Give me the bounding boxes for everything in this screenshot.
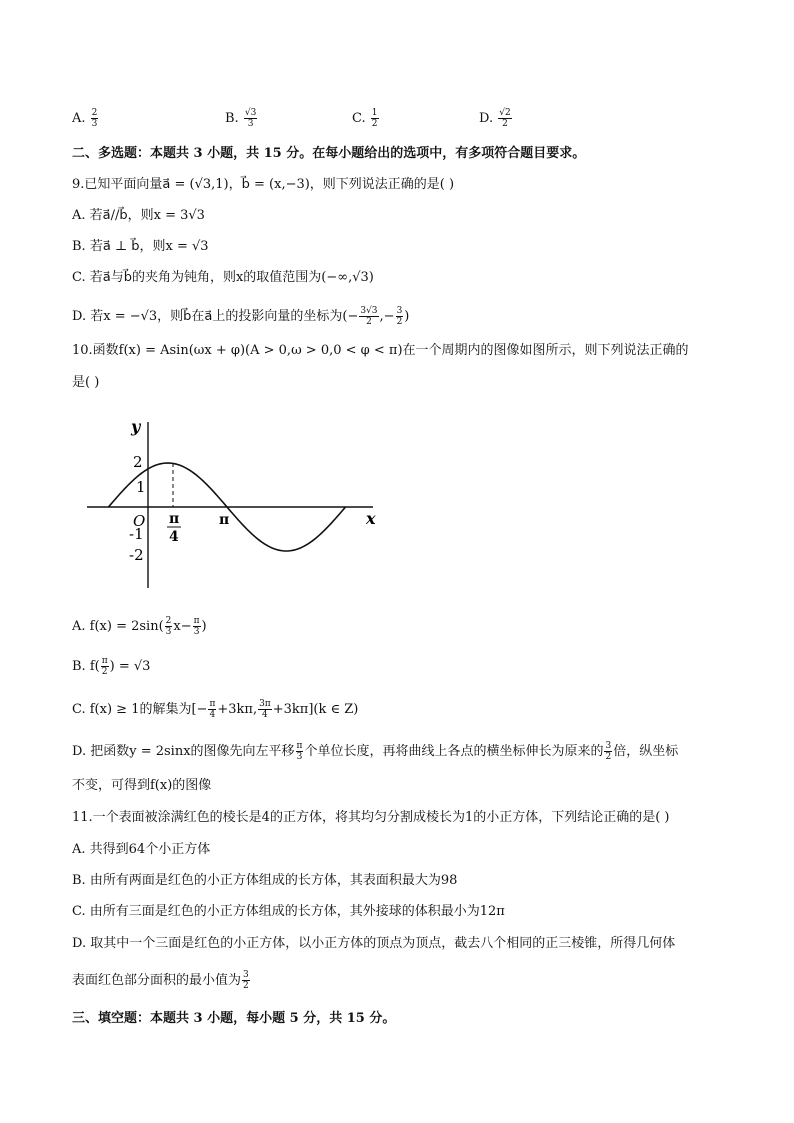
q11-option-c: C. 由所有三面是红色的小正方体组成的长方体，其外接球的体积最小为12π xyxy=(72,904,505,919)
y-tick-m1: -1 xyxy=(129,525,144,543)
q8-option-a: A. $\frac{2}{3}$ xyxy=(72,108,98,129)
q9-option-c: C. 若a⃗与b⃗的夹角为钝角，则x的取值范围为(−∞,√3) xyxy=(72,270,374,285)
q10-sine-graph xyxy=(85,410,390,595)
q11-option-a: A. 共得到64个小正方体 xyxy=(72,842,211,857)
q8-option-b-fraction: $\frac{√3}{3}$ xyxy=(244,108,257,129)
q10-stem-line2: 是( ) xyxy=(72,375,100,390)
q10-stem-line1: 10.函数f(x) = Asin(ωx + φ)(A > 0,ω > 0,0 < φ < π)在一个周期内的图像如图所示，则下列说法正确的 xyxy=(72,343,689,358)
q11-option-d-line1: D. 取其中一个三面是红色的小正方体，以小正方体的顶点为顶点，截去八个相同的正三棱锥，所得几何体 xyxy=(72,936,676,951)
x-axis-label: x xyxy=(366,509,376,528)
y-tick-m2: -2 xyxy=(129,546,144,564)
q8-option-d-fraction: $\frac{√2}{2}$ xyxy=(499,108,511,129)
q8-option-a-fraction: $\frac{2}{3}$ xyxy=(91,108,98,129)
x-tick-pi-over-4-num: π xyxy=(169,511,180,527)
q10-option-d-line1: D. 把函数y = 2sinx的图像先向左平移 $\frac{\pi}{3}$ 个单位长度，再将曲线上各点的横坐标伸长为原来的 $\frac{3}{2}$ 倍，纵坐标 xyxy=(72,741,679,762)
q10-option-a: A. f(x) = 2sin( $\frac{2}{3}$ x− $\frac{\pi}{3}$ ) xyxy=(72,616,207,637)
section3-header: 三、填空题：本题共 3 小题，每小题 5 分，共 15 分。 xyxy=(72,1011,396,1026)
q9-option-a: A. 若a⃗//b⃗，则x = 3√3 xyxy=(72,208,205,223)
q8-option-d: D. $\frac{√2}{2}$ xyxy=(479,108,511,129)
x-tick-pi-over-4-den: 4 xyxy=(169,529,179,545)
q8-option-b: B. $\frac{√3}{3}$ xyxy=(225,108,257,129)
section2-header: 二、多选题：本题共 3 小题，共 15 分。在每小题给出的选项中，有多项符合题目要求。 xyxy=(72,146,586,161)
y-tick-1: 1 xyxy=(136,478,146,496)
origin-label: O xyxy=(133,512,146,530)
q9-stem: 9.已知平面向量a⃗ = (√3,1)，b⃗ = (x,−3)，则下列说法正确的是( ) xyxy=(72,177,455,192)
q9-option-b: B. 若a⃗ ⊥ b⃗，则x = √3 xyxy=(72,239,209,254)
q11-option-d-line2: 表面红色部分面积的最小值为 $\frac{3}{2}$ xyxy=(72,970,249,991)
q8-option-c: C. $\frac{1}{2}$ xyxy=(352,108,378,129)
q11-stem: 11.一个表面被涂满红色的棱长是4的正方体，将其均匀分割成棱长为1的小正方体，下列结论正确的是( ) xyxy=(72,810,670,825)
q10-option-d-line2: 不变，可得到f(x)的图像 xyxy=(72,778,212,793)
q8-option-c-fraction: $\frac{1}{2}$ xyxy=(371,108,378,129)
y-axis-label: y xyxy=(131,417,141,436)
q10-option-b: B. f( $\frac{\pi}{2}$ ) = √3 xyxy=(72,656,151,677)
x-tick-pi: π xyxy=(219,512,230,528)
q11-option-b: B. 由所有两面是红色的小正方体组成的长方体，其表面积最大为98 xyxy=(72,873,458,888)
y-tick-2: 2 xyxy=(133,453,143,471)
q10-option-c: C. f(x) ≥ 1的解集为[− $\frac{\pi}{4}$ +3kπ, $\frac{3\pi}{4}$ +3kπ](k ∈ Z) xyxy=(72,699,359,720)
q9-option-d: D. 若x = −√3，则b⃗在a⃗上的投影向量的坐标为(− $\frac{3√3}{2}$ ,− $\frac{3}{2}$ ) xyxy=(72,306,410,327)
